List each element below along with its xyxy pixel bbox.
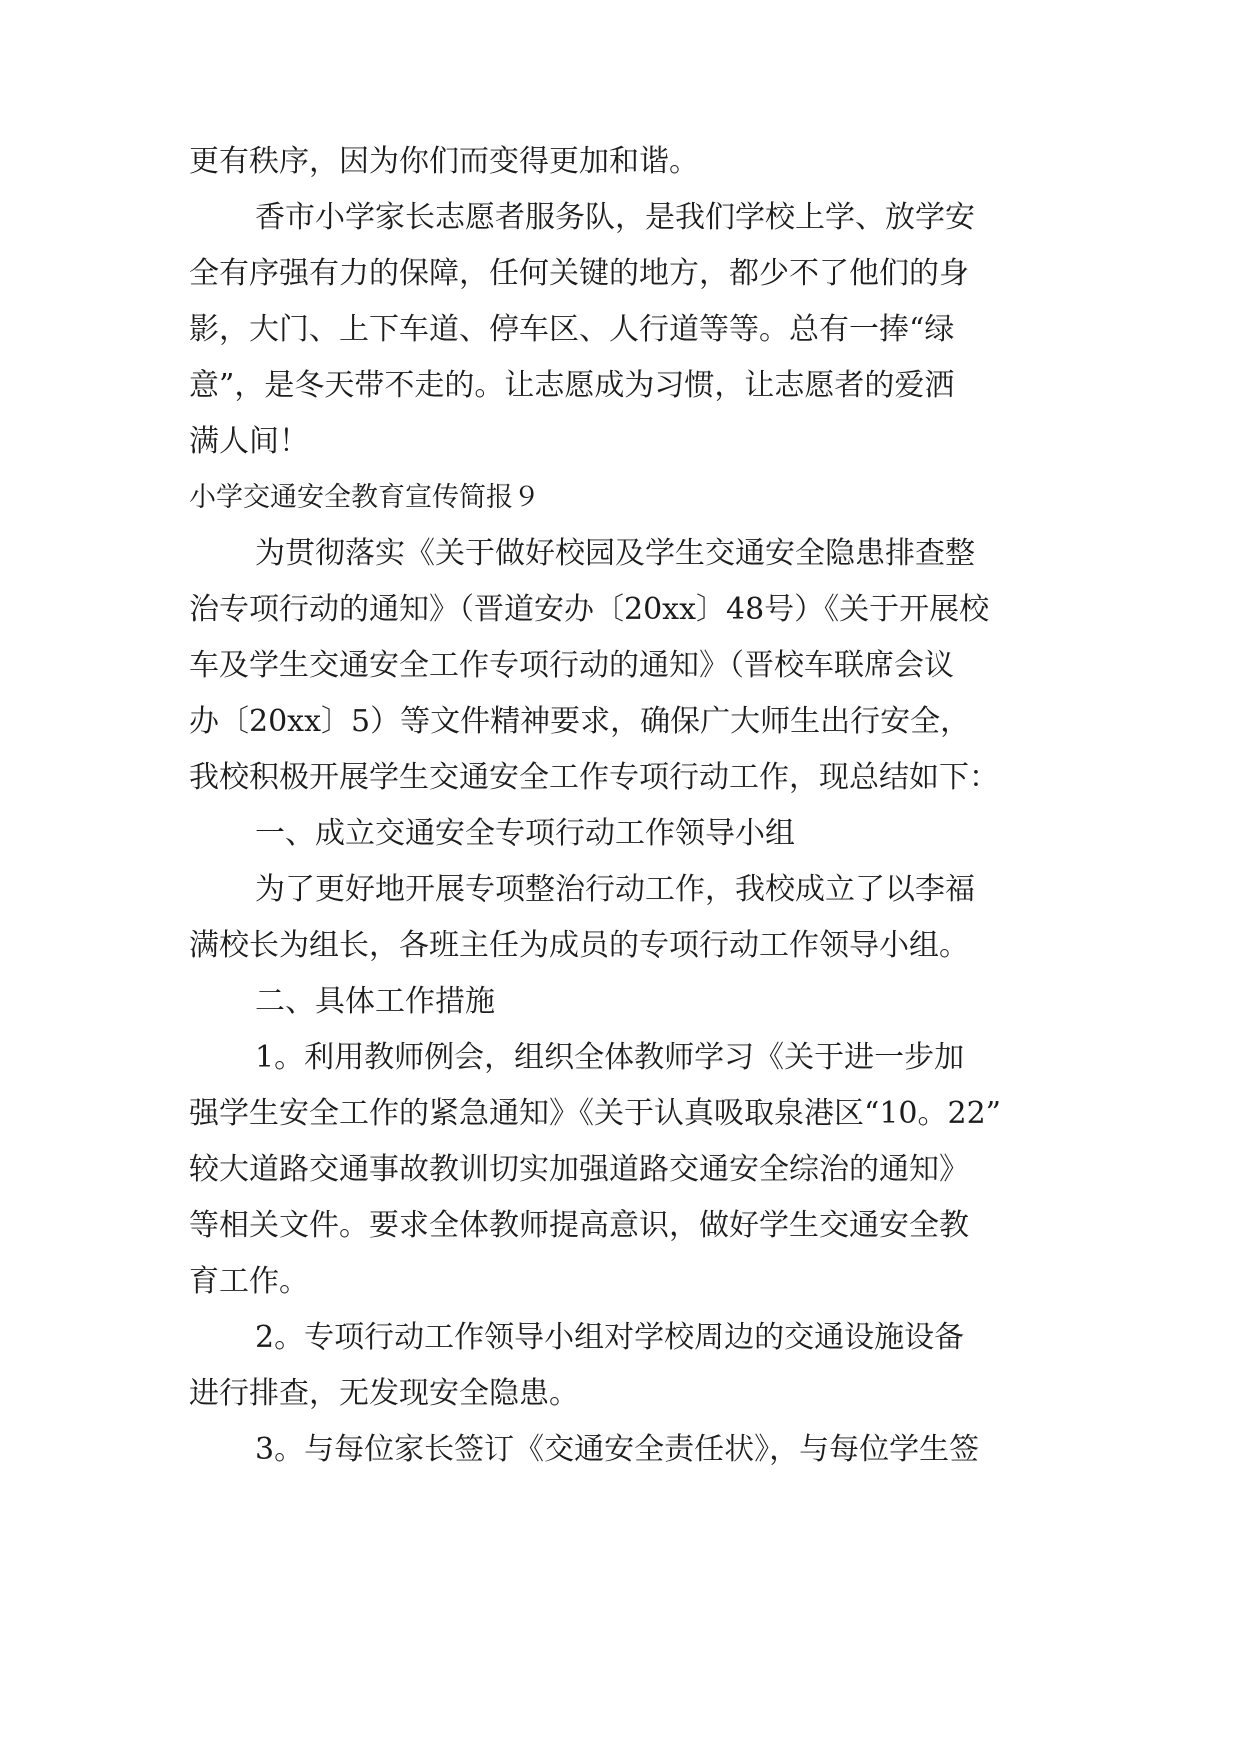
paragraph-line: 3。与每位家长签订《交通安全责任状》，与每位学生签 <box>255 1432 980 1467</box>
paragraph-line: 更有秩序，因为你们而变得更加和谐。 <box>189 144 699 179</box>
paragraph-line: 满人间！ <box>189 424 309 459</box>
paragraph-line: 满校长为组长，各班主任为成员的专项行动工作领导小组。 <box>189 928 969 963</box>
paragraph-line: 全有序强有力的保障，任何关键的地方，都少不了他们的身 <box>189 256 969 291</box>
paragraph-line: 为了更好地开展专项整治行动工作，我校成立了以李福 <box>255 872 975 907</box>
paragraph-line: 强学生安全工作的紧急通知》《关于认真吸取泉港区“10。22” <box>189 1096 1002 1131</box>
paragraph-line: 较大道路交通事故教训切实加强道路交通安全综治的通知》 <box>189 1152 969 1187</box>
paragraph-line: 意”，是冬天带不走的。让志愿成为习惯，让志愿者的爱洒 <box>189 368 955 403</box>
paragraph-line: 等相关文件。要求全体教师提高意识，做好学生交通安全教 <box>189 1208 969 1243</box>
paragraph-line: 1。利用教师例会，组织全体教师学习《关于进一步加 <box>255 1040 965 1075</box>
paragraph-line: 香市小学家长志愿者服务队，是我们学校上学、放学安 <box>255 200 975 235</box>
paragraph-line: 为贯彻落实《关于做好校园及学生交通安全隐患排查整 <box>255 536 975 571</box>
paragraph-line: 车及学生交通安全工作专项行动的通知》（晋校车联席会议 <box>189 648 954 683</box>
paragraph-line: 育工作。 <box>189 1264 309 1299</box>
paragraph-line: 进行排查，无发现安全隐患。 <box>189 1376 579 1411</box>
paragraph-line: 办〔20xx〕5）等文件精神要求，确保广大师生出行安全， <box>189 704 971 739</box>
subheading: 一、成立交通安全专项行动工作领导小组 <box>255 816 795 851</box>
section-heading: 小学交通安全教育宣传简报９ <box>189 482 540 513</box>
subheading: 二、具体工作措施 <box>255 984 495 1019</box>
paragraph-line: 影，大门、上下车道、停车区、人行道等等。总有一捧“绿 <box>189 312 955 347</box>
paragraph-line: 治专项行动的通知》（晋道安办〔20xx〕48号）《关于开展校 <box>189 592 990 627</box>
paragraph-line: 2。专项行动工作领导小组对学校周边的交通设施设备 <box>255 1320 965 1355</box>
paragraph-line: 我校积极开展学生交通安全工作专项行动工作，现总结如下： <box>189 760 999 795</box>
